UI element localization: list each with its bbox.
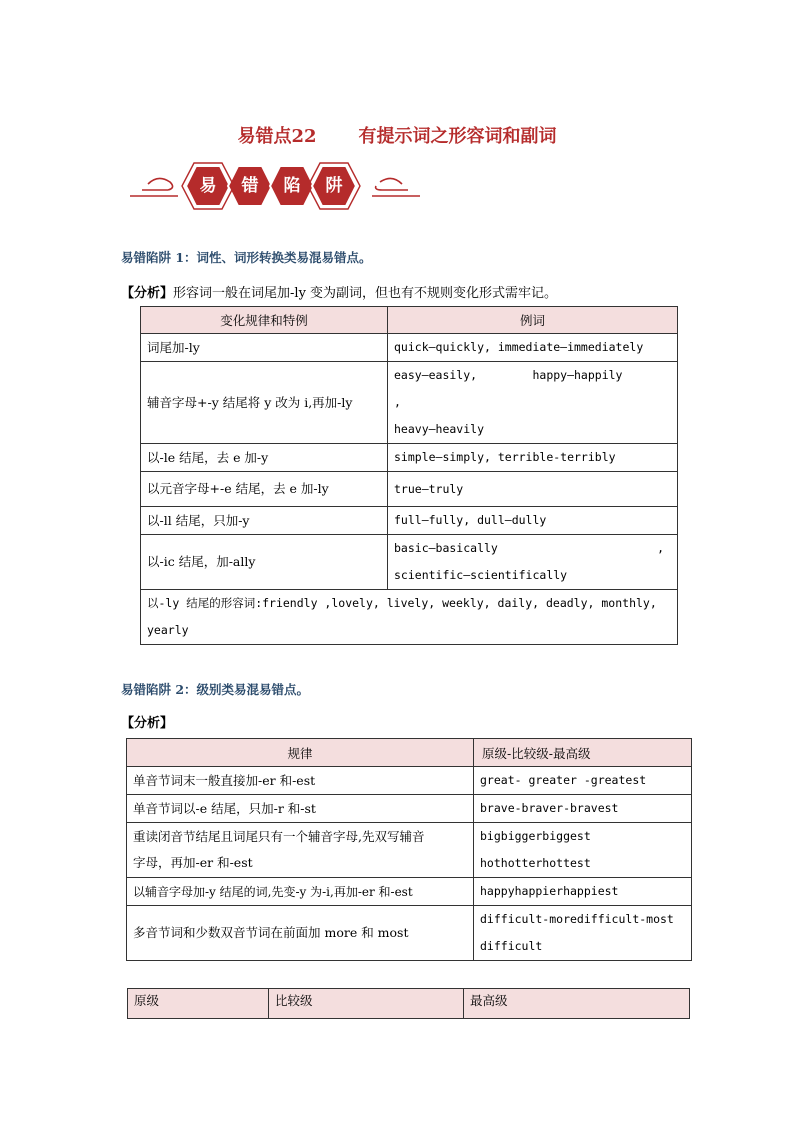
table-row — [127, 823, 692, 878]
table-header: 规律 — [127, 739, 474, 767]
example-cell: full—fully, dull—dully — [388, 507, 678, 535]
table-row — [127, 795, 692, 823]
banner-char-3: 陷 — [283, 176, 301, 196]
table-row — [141, 535, 678, 590]
example-cell: quick—quickly, immediate—immediately — [388, 334, 678, 362]
table-header-row — [128, 989, 690, 1019]
table-row — [127, 767, 692, 795]
rule-cell: 以-ll 结尾，只加-y — [141, 507, 388, 535]
example-cell: difficult-moredifficult-most difficult — [474, 906, 692, 961]
example-cell: true—truly — [388, 472, 678, 507]
analysis-label: 【分析】 — [121, 716, 174, 731]
table-header: 例词 — [388, 307, 678, 334]
table-header: 比较级 — [269, 989, 464, 1019]
table-header-row — [127, 739, 692, 767]
trap1-heading: 易错陷阱 1：词性、词形转换类易混易错点。 — [121, 250, 372, 265]
trap2-heading: 易错陷阱 2：级别类易混易错点。 — [121, 682, 310, 697]
example-cell: bigbiggerbiggest hothotterhottest — [474, 823, 692, 878]
table-header: 原级-比较级-最高级 — [474, 739, 692, 767]
rule-cell: 以元音字母+-e 结尾，去 e 加-ly — [141, 472, 388, 507]
table-row — [127, 906, 692, 961]
rule-cell: 辅音字母+-y 结尾将 y 改为 i,再加-ly — [141, 362, 388, 444]
rule-cell: 以-le 结尾，去 e 加-y — [141, 444, 388, 472]
table-header: 变化规律和特例 — [141, 307, 388, 334]
analysis-text: 形容词一般在词尾加-ly 变为副词，但也有不规则变化形式需牢记。 — [173, 286, 558, 301]
table-header: 原级 — [128, 989, 269, 1019]
example-cell: basic—basically , scientific—scientifically — [388, 535, 678, 590]
trap1-analysis — [121, 282, 557, 301]
rule-cell: 词尾加-ly — [141, 334, 388, 362]
example-cell: great- greater -greatest — [474, 767, 692, 795]
rule-cell: 重读闭音节结尾且词尾只有一个辅音字母,先双写辅音 字母，再加-er 和-est — [127, 823, 474, 878]
title-left: 易错点22 — [237, 126, 317, 147]
table-row — [141, 507, 678, 535]
trap2-analysis — [121, 712, 173, 731]
table-row — [127, 878, 692, 906]
rule-cell: 单音节词末一般直接加-er 和-est — [127, 767, 474, 795]
example-cell: happyhappierhappiest — [474, 878, 692, 906]
table-row — [141, 444, 678, 472]
banner-char-1: 易 — [199, 176, 217, 196]
example-cell: easy—easily, happy—happily , heavy—heavily — [388, 362, 678, 444]
rule-cell: 以-ic 结尾，加-ally — [141, 535, 388, 590]
title-right: 有提示词之形容词和副词 — [358, 126, 557, 147]
table-row — [141, 362, 678, 444]
table-row — [141, 472, 678, 507]
comparison-rule-table — [126, 738, 692, 961]
rule-cell: 单音节词以-e 结尾，只加-r 和-st — [127, 795, 474, 823]
rule-cell: 多音节词和少数双音节词在前面加 more 和 most — [127, 906, 474, 961]
degree-form-table — [127, 988, 690, 1019]
banner-char-4: 阱 — [325, 176, 343, 196]
example-cell: simple—simply, terrible-terribly — [388, 444, 678, 472]
trap-banner — [128, 160, 422, 212]
analysis-label: 【分析】 — [121, 286, 174, 301]
table-header-row — [141, 307, 678, 334]
table-row — [141, 334, 678, 362]
rule-cell: 以辅音字母加-y 结尾的词,先变-y 为-i,再加-er 和-est — [127, 878, 474, 906]
page-title — [0, 122, 794, 148]
footer-cell: 以-ly 结尾的形容词:friendly ,lovely, lively, weekly, daily, deadly, monthly, yearly — [141, 590, 678, 645]
example-cell: brave-braver-bravest — [474, 795, 692, 823]
adverb-rule-table — [140, 306, 678, 645]
banner-char-2: 错 — [241, 176, 259, 196]
table-row — [141, 590, 678, 645]
table-header: 最高级 — [464, 989, 690, 1019]
